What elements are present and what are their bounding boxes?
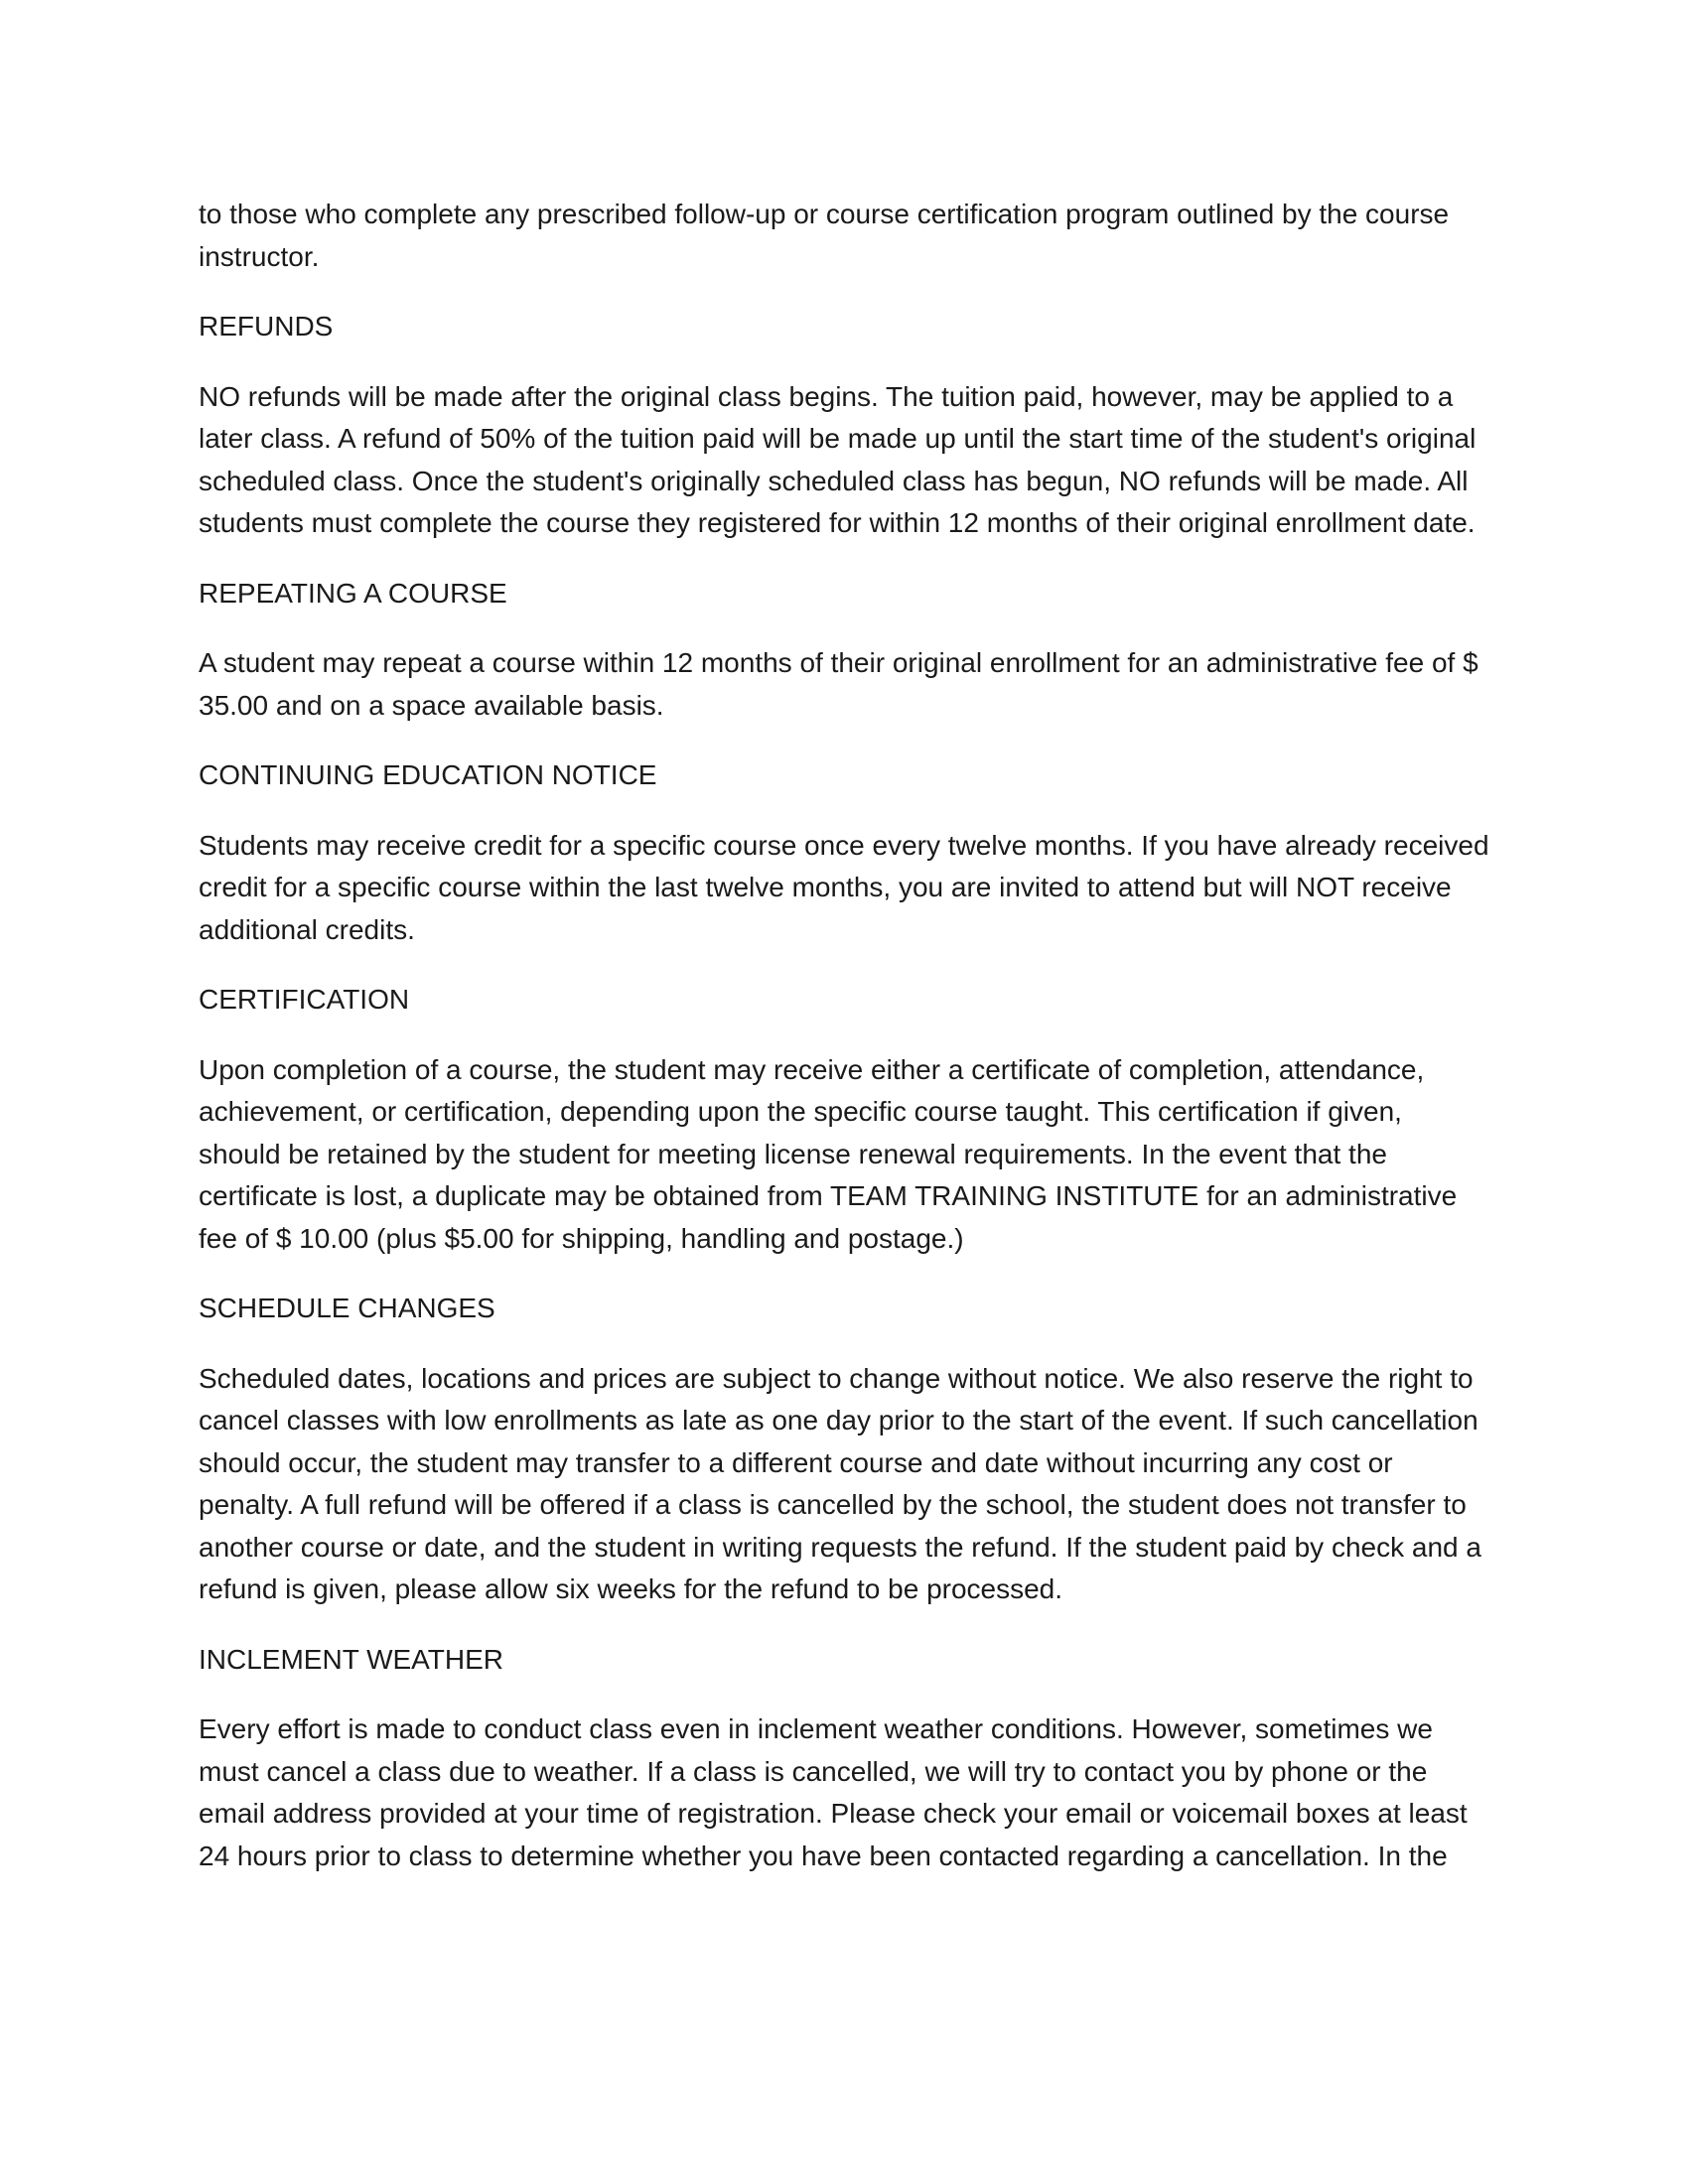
- heading-inclement-weather: INCLEMENT WEATHER: [199, 1643, 503, 1675]
- paragraph-certification: Upon completion of a course, the student may receive either a certificate of completion, attendance, achievement, or certification, depending upon the specific course taught. This certification if given, should be retained by the student for meeting license renewal requirements. In the event that the certificate is lost, a duplicate may be obtained from TEAM TRAINING INSTITUTE for an administrative fee of $ 10.00 (plus $5.00 for shipping, handling and postage.): [199, 1053, 1458, 1254]
- paragraph-refunds: NO refunds will be made after the original class begins. The tuition paid, however, may be applied to a later class. A refund of 50% of the tuition paid will be made up until the start time of the student's original scheduled class. Once the student's originally scheduled class has begun, NO refunds will be made. All students must complete the course they registered for within 12 months of their original enrollment date.: [199, 380, 1477, 538]
- heading-repeating-a-course: REPEATING A COURSE: [199, 577, 507, 609]
- heading-certification: CERTIFICATION: [199, 984, 410, 1015]
- paragraph-schedule-changes: Scheduled dates, locations and prices are subject to change without notice. We also reserve the right to cancel classes with low enrollments as late as one day prior to the start of the event. If such cancellation should occur, the student may transfer to a different course and date without incurring any cost or penalty. A full refund will be offered if a class is cancelled by the school, the student does not transfer to another course or date, and the student in writing requests the refund. If the student paid by check and a refund is given, please allow six weeks for the refund to be processed.: [199, 1362, 1481, 1604]
- paragraph-repeating-a-course: A student may repeat a course within 12 months of their original enrollment for an administrative fee of $ 35.00 and on a space available basis.: [199, 647, 1478, 721]
- heading-refunds: REFUNDS: [199, 311, 334, 341]
- intro-paragraph: to those who complete any prescribed follow-up or course certification program outlined by the course instructor.: [199, 199, 1450, 272]
- heading-continuing-education-notice: CONTINUING EDUCATION NOTICE: [199, 759, 657, 790]
- paragraph-continuing-education-notice: Students may receive credit for a specific course once every twelve months. If you have already received credit for a specific course within the last twelve months, you are invited to attend but will NOT receive additional credits.: [199, 829, 1489, 945]
- heading-schedule-changes: SCHEDULE CHANGES: [199, 1293, 495, 1323]
- paragraph-inclement-weather: Every effort is made to conduct class even in inclement weather conditions. However, sometimes we must cancel a class due to weather. If a class is cancelled, we will try to contact you by phone or the email address provided at your time of registration. Please check your email or voicemail boxes at least 24 hours prior to class to determine whether you have been contacted regarding a cancellation. In the: [199, 1713, 1468, 1871]
